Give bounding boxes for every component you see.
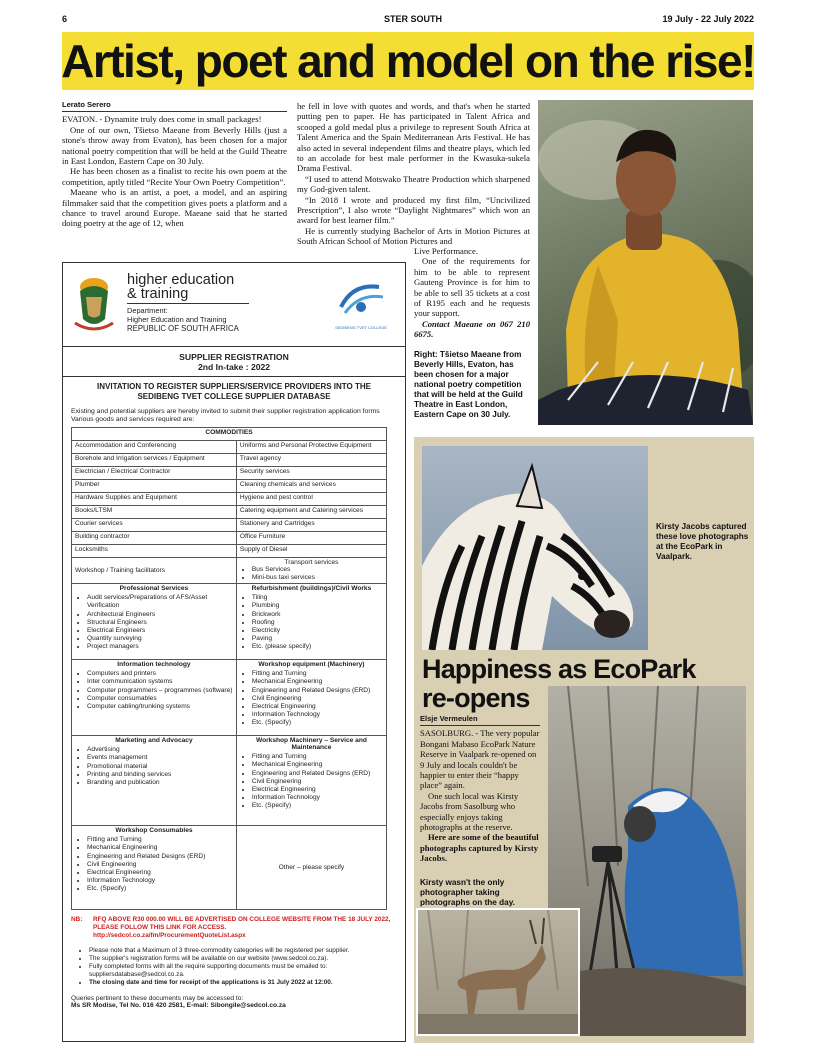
lead-photo-caption: Right: Tšietso Maeane from Beverly Hills, Evaton, has been chosen for a major national poetry competition that will be held at the Guild Theatre in East London, Eastern Cape on 30 July. (414, 349, 523, 419)
list-item: • Quantity surveying (87, 635, 233, 643)
lead-paragraph: He has been chosen as a finalist to recite his own poem at the competition, aptly titled “Recite Your Own Poetry Competition”. (62, 166, 287, 187)
ad-queries: Queries pertinent to these documents may be accessed to: (71, 995, 244, 1003)
section-title: Workshop equipment (Machinery) (258, 661, 365, 669)
section-title: Refurbishment (buildings)/Civil Works (251, 585, 372, 593)
list-item: • Etc. (Specify) (252, 802, 383, 810)
list-item: • Project managers (87, 643, 233, 651)
table-cell: Travel agency (236, 453, 386, 466)
table-cell: Other – please specify (236, 826, 386, 910)
list-item: • Audit services/Preparations of AFS/Asset Verification (87, 594, 233, 610)
zebra-illustration (422, 446, 648, 650)
list-item: • Etc. (Specify) (87, 885, 233, 893)
table-row (72, 557, 387, 583)
list-item: • Branding and publication (87, 779, 233, 787)
list-item: • Please note that a Maximum of 3 three-commodity categories will be registered per supplier. (89, 947, 397, 955)
lead-paragraph: he fell in love with quotes and words, and that's when he started putting pen to paper. He has participated in Talent Africa and scooped a gold medal plus a privilege to represent South Africa at Talent America and the Spain Mediterranean Arts Festival. He has also acted in several independent films and theatre plays, which led to an accolade for best male performer in the Kwasuka-sukela Drama Festival. (297, 101, 530, 174)
list-item: • Information Technology (87, 877, 233, 885)
list-item: • Engineering and Related Designs (ERD) (87, 853, 233, 861)
table-cell: Catering equipment and Catering services (236, 505, 386, 518)
list-item: • Printing and binding services (87, 771, 233, 779)
lead-paragraph: Live Performance. (414, 246, 478, 256)
list-item: • Plumbing (252, 602, 383, 610)
lead-column-1 (62, 100, 287, 229)
list-item: • Mini-bus taxi services (252, 574, 383, 582)
table-cell (72, 826, 237, 910)
table-cell: Accommodation and Conferencing (72, 440, 237, 453)
table-row (72, 427, 387, 440)
table-row (72, 518, 387, 531)
table-row (72, 584, 387, 660)
lead-paragraph: EVATON. - Dynamite truly does come in small packages! (62, 114, 262, 125)
page-number: 6 (62, 14, 68, 24)
table-cell: Stationery and Cartridges (236, 518, 386, 531)
table-cell: Plumber (72, 479, 237, 492)
table-cell: Building contractor (72, 531, 237, 544)
antelope-illustration (418, 910, 578, 1034)
list-item: • The supplier's registration forms will be available on our website (www.sedcol.co.za). (89, 955, 397, 963)
list-item: • Electrical Engineering (87, 869, 233, 877)
list-item: • Promotional material (87, 763, 233, 771)
list-item: • Brickwork (252, 611, 383, 619)
table-cell: Office Furniture (236, 531, 386, 544)
ad-title-2: 2nd In-take : 2022 (197, 362, 271, 372)
list-item: • Mechanical Engineering (252, 761, 383, 769)
list-item: • Electrical Engineering (252, 703, 383, 711)
zebra-photo (422, 446, 648, 650)
list-item: • Mechanical Engineering (252, 678, 383, 686)
commodities-header: COMMODITIES (72, 427, 387, 440)
table-row (72, 736, 387, 826)
list-item: • Fully completed forms with all the require supporting documents must be emailed to: suppliersdatabase@sedcol.co.za. (89, 963, 397, 979)
table-cell: Courier services (72, 518, 237, 531)
coat-of-arms-icon (69, 273, 119, 335)
logo-tagline: SEDIBENG TVET COLLEGE (335, 325, 387, 330)
section-title: Professional Services (119, 585, 189, 593)
ecopark-byline: Elsje Vermeulen (420, 714, 540, 726)
ad-intro-2: Various goods and services required are: (71, 416, 195, 424)
list-item: • Mechanical Engineering (87, 844, 233, 852)
portrait-illustration (538, 100, 753, 425)
dept-sub-2: Higher Education and Training (127, 315, 227, 324)
photographer-caption: Kirsty wasn't the only photographer taking photographs on the day. (420, 877, 515, 907)
list-item: • Computer consumables (87, 695, 233, 703)
supplier-registration-ad (62, 262, 406, 1042)
list-item: • Fitting and Turning (252, 753, 383, 761)
publication-name: STER SOUTH (384, 14, 443, 24)
list-item: • Electrical Engineering (252, 786, 383, 794)
ecopark-paragraph: SASOLBURG. - The very popular Bongani Mabaso EcoPark Nature Reserve in Vaalpark re-opened on 9 July and locals couldn't be happier to enter their “happy place” again. (420, 728, 540, 791)
lead-paragraph: He is currently studying Bachelor of Arts in Motion Pictures at South African School of Motion Pictures and (297, 225, 530, 247)
lead-column-3 (414, 246, 530, 420)
list-item: • Civil Engineering (87, 861, 233, 869)
list-item: • Inter communication systems (87, 678, 233, 686)
ad-invitation: INVITATION TO REGISTER SUPPLIERS/SERVICE PROVIDERS INTO THE SEDIBENG TVET COLLEGE SUPPLIER DATABASE (97, 382, 371, 401)
list-item: • Bus Services (252, 566, 383, 574)
list-item: • Information Technology (252, 794, 383, 802)
table-cell: Cleaning chemicals and services (236, 479, 386, 492)
ecopark-column (420, 714, 540, 908)
list-item: • Advertising (87, 746, 233, 754)
dept-title-2: & training (127, 286, 189, 302)
nb-link[interactable]: http://sedcol.co.za/fm/ProcurementQuoteList.aspx (93, 932, 246, 940)
issue-date: 19 July - 22 July 2022 (662, 14, 754, 24)
table-row (72, 660, 387, 736)
table-cell: Books/LTSM (72, 505, 237, 518)
table-row (72, 505, 387, 518)
table-row (72, 531, 387, 544)
dept-sub-1: Department: (127, 306, 168, 315)
list-item: • Fitting and Turning (252, 670, 383, 678)
table-row (72, 453, 387, 466)
sedibeng-logo-icon (333, 277, 389, 323)
table-row (72, 440, 387, 453)
table-cell: Electrician / Electrical Contractor (72, 466, 237, 479)
table-cell (72, 660, 237, 736)
antelope-photo (416, 908, 580, 1036)
ecopark-headline-2: re-opens (422, 683, 530, 713)
list-item: • Tiling (252, 594, 383, 602)
table-cell (236, 736, 386, 826)
table-cell: Supply of Diesel (236, 544, 386, 557)
list-item: • Etc. (please specify) (252, 643, 383, 651)
table-cell: Security services (236, 466, 386, 479)
nb-text: RFQ ABOVE R30 000.00 WILL BE ADVERTISED ON COLLEGE WEBSITE FROM THE 18 JULY 2022, PLEASE FOLLOW THIS LINK FOR ACCESS. (93, 916, 391, 932)
transport-title: Transport services (284, 558, 339, 566)
table-row (72, 826, 387, 910)
section-title: Information technology (117, 661, 191, 669)
list-item: • Roofing (252, 619, 383, 627)
ecopark-paragraph: One such local was Kirsty Jacobs from Sasolburg who especially enjoys taking photographs at the reserve. (420, 790, 519, 833)
portrait-photo (538, 100, 753, 425)
section-title: Workshop Machinery – Service and Maintenance (255, 737, 367, 752)
list-item: • Computers and printers (87, 670, 233, 678)
table-cell: Locksmiths (72, 544, 237, 557)
lead-headline: Artist, poet and model on the rise! (61, 35, 755, 87)
table-cell: Hygiene and pest control (236, 492, 386, 505)
dept-sub-3: REPUBLIC OF SOUTH AFRICA (127, 324, 239, 333)
table-row (72, 479, 387, 492)
list-item: • Paving (252, 635, 383, 643)
lead-paragraph: “In 2018 I wrote and produced my first film, “Uncivilized Prescription”, I also wrote “Daylight Nightmares” which won an award for best learner film.” (297, 194, 530, 226)
nb-label: NB: (71, 916, 83, 924)
zebra-caption: Kirsty Jacobs captured these love photographs at the EcoPark in Vaalpark. (656, 522, 749, 561)
list-item: • The closing date and time for receipt of the applications is 31 July 2022 at 12:00. (89, 979, 397, 987)
list-item: • Engineering and Related Designs (ERD) (252, 687, 383, 695)
list-item: • Engineering and Related Designs (ERD) (252, 770, 383, 778)
list-item: • Civil Engineering (252, 695, 383, 703)
list-item: • Information Technology (252, 711, 383, 719)
table-cell: Hardware Supplies and Equipment (72, 492, 237, 505)
table-cell (72, 736, 237, 826)
table-row (72, 466, 387, 479)
table-cell: Uniforms and Personal Protective Equipment (236, 440, 386, 453)
table-cell (236, 557, 386, 583)
list-item: • Civil Engineering (252, 778, 383, 786)
lead-paragraph: One of our own, Tšietso Maeane from Beverly Hills (just a stone's throw away from Evaton), has been chosen for a major national poetry competition that will be held at the Guild Theatre in East London, Eastern Cape on 30 July. (62, 124, 287, 167)
list-item: • Events management (87, 754, 233, 762)
ad-title-1: SUPPLIER REGISTRATION (179, 352, 289, 362)
nb-notice (71, 916, 397, 932)
commodities-table (71, 427, 387, 910)
list-item: • Electricity (252, 627, 383, 635)
section-title: Marketing and Advocacy (115, 737, 193, 745)
table-cell (236, 660, 386, 736)
table-row (72, 544, 387, 557)
ad-header (63, 263, 405, 347)
lead-column-2 (297, 101, 530, 247)
list-item: • Structural Engineers (87, 619, 233, 627)
lead-paragraph: “I used to attend Motswako Theatre Production which sharpened my God-given talent. (297, 173, 530, 195)
ecopark-bold-note: Here are some of the beautiful photographs captured by Kirsty Jacobs. (420, 832, 539, 864)
lead-headline-banner (62, 32, 754, 90)
list-item: • Computer programmers – programmes (software) (87, 687, 233, 695)
dept-title-1: higher education (127, 272, 235, 288)
lead-contact: Contact Maeane on 067 210 6675. (414, 318, 530, 340)
list-item: • Etc. (Specify) (252, 719, 383, 727)
table-row (72, 492, 387, 505)
section-title: Workshop Consumables (115, 827, 193, 835)
list-item: • Architectural Engineers (87, 611, 233, 619)
table-cell (72, 584, 237, 660)
table-cell (236, 584, 386, 660)
lead-paragraph: Maeane who is an artist, a poet, a model, and an aspiring filmmaker said that the competition gives poets a platform and a chance to travel around Europe. Maeane said that he started doing poetry at the age of 12, when (62, 187, 287, 229)
ad-contact: Ms SR Modise, Tel No. 016 420 2581, E-mail: Sibongile@sedcol.co.za (71, 1002, 286, 1010)
ad-intro: Existing and potential suppliers are hereby invited to submit their supplier registration application forms (71, 408, 380, 415)
list-item: • Fitting and Turning (87, 836, 233, 844)
lead-byline: Lerato Serero (62, 100, 287, 112)
ecopark-headline-1: Happiness as EcoPark (422, 654, 696, 684)
list-item: • Electrical Engineers (87, 627, 233, 635)
table-cell: Borehole and Irrigation services / Equipment (72, 453, 237, 466)
list-item: • Computer cabling/trunking systems (87, 703, 233, 711)
lead-paragraph: One of the requirements for him to be able to represent Gauteng Province is for him to be able to sell 35 tickets at a cost of R195 each and he requests your support. (414, 256, 530, 319)
table-cell: Workshop / Training facilitators (72, 557, 237, 583)
